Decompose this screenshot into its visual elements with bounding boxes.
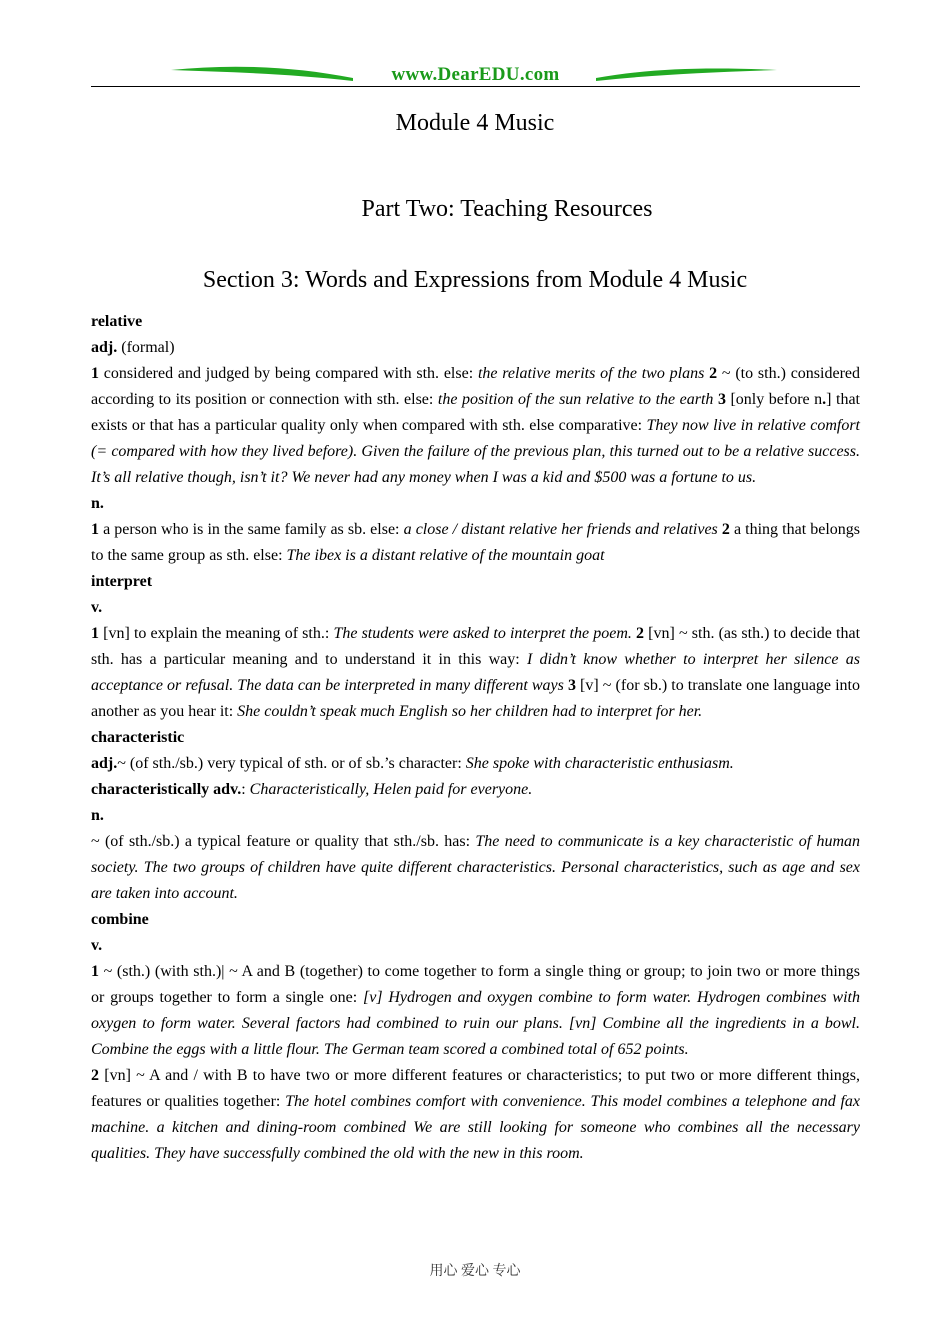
example-run: She couldn’t speak much English so her children had to interpret for her.	[237, 703, 703, 720]
entry-paragraph	[91, 959, 860, 1063]
part-title: Part Two: Teaching Resources	[361, 196, 653, 222]
bold-run: adj.	[91, 339, 118, 356]
bold-run: n.	[91, 495, 104, 512]
bold-run: interpret	[91, 573, 153, 590]
bold-run: 1	[91, 963, 99, 980]
text-run: [vn] ~ A and / with B to have two or more different features or characteristics; to put two or more different things, features or qualities together:	[91, 1067, 860, 1110]
text-run: :	[241, 781, 250, 798]
bold-run: 1	[91, 625, 99, 642]
text-run: [vn] to explain the meaning of sth.:	[99, 625, 334, 642]
example-run: They now live in relative comfort (= compared with how they lived before). Given the failure of the previous plan, this turned out to be a relative success. It’s all relative though, isn’t it? We never had any money when I was a kid and $500 was a fortune to us.	[91, 417, 860, 486]
bold-run: v.	[91, 937, 103, 954]
entry-paragraph	[91, 335, 860, 361]
bold-run: v.	[91, 599, 103, 616]
example-run: a close / distant relative her friends and relatives	[403, 521, 718, 538]
example-run: She spoke with characteristic enthusiasm.	[465, 755, 734, 772]
entry-paragraph	[91, 777, 860, 803]
bold-run: n.	[91, 807, 104, 824]
entry-paragraph	[91, 595, 860, 621]
example-run: the position of the sun relative to the earth	[437, 391, 714, 408]
entry-paragraph	[91, 829, 860, 907]
bold-run: 1	[91, 365, 99, 382]
text-run: ~ (of sth./sb.) very typical of sth. or of sb.’s character:	[117, 755, 466, 772]
text-run: a person who is in the same family as sb. else:	[99, 521, 404, 538]
example-run: The need to communicate is a key characteristic of human society. The two groups of children have quite different characteristics. Personal characteristics, such as age and sex are taken into account.	[91, 833, 861, 902]
page-footer: 用心 爱心 专心	[429, 1264, 521, 1279]
site-logo[interactable]: www.DearEDU.com	[391, 64, 560, 85]
bold-run: combine	[91, 911, 149, 928]
entry-paragraph	[91, 361, 860, 491]
bold-run: characteristically adv.	[91, 781, 242, 798]
bold-run: 2	[636, 625, 645, 642]
entry-paragraph	[91, 569, 860, 595]
example-run: [v] Hydrogen and oxygen combine to form water. Hydrogen combines with oxygen to form water. Several factors had combined to ruin our plans. [vn] Combine all the ingredients in a bowl. Combine the eggs with a little flour. The German team scored a combined total of 652 points.	[91, 989, 860, 1058]
text-run: ~ (of sth./sb.) a typical feature or quality that sth./sb. has:	[91, 833, 476, 850]
section-title: Section 3: Words and Expressions from Module 4 Music	[202, 267, 748, 293]
example-run: I didn’t know whether to interpret her silence as acceptance or refusal. The data can be interpreted in many different ways	[91, 651, 860, 694]
vocabulary-entries	[91, 309, 860, 1167]
bold-run: 2	[709, 365, 718, 382]
bold-run: 2	[721, 521, 730, 538]
text-run: considered and judged by being compared with sth. else:	[99, 365, 478, 382]
entry-paragraph	[91, 491, 860, 517]
entry-paragraph	[91, 933, 860, 959]
text-run: [v] ~ (for sb.) to translate one language into another as you hear it:	[91, 677, 861, 720]
text-run: ~ (to sth.) considered according to its position or connection with sth. else:	[91, 365, 861, 408]
entry-paragraph	[91, 907, 860, 933]
example-run: the relative merits of the two plans	[477, 365, 705, 382]
header-rule	[91, 86, 860, 87]
bold-run: 1	[91, 521, 99, 538]
text-run: [only before n	[725, 391, 823, 408]
entry-paragraph	[91, 309, 860, 335]
bold-run: 2	[91, 1067, 99, 1084]
bold-run: 3	[717, 391, 726, 408]
entry-paragraph	[91, 803, 860, 829]
module-title: Module 4 Music	[395, 110, 555, 136]
bold-run: adj.	[91, 755, 118, 772]
entry-paragraph	[91, 725, 860, 751]
example-run: The students were asked to interpret the poem.	[333, 625, 632, 642]
entry-paragraph	[91, 1063, 860, 1167]
example-run: The hotel combines comfort with convenience. This model combines a telephone and fax machine. a kitchen and dining-room combined We are still looking for someone who combines all the necessary qualities. They have successfully combined the old with the new in this room.	[91, 1093, 861, 1162]
example-run: Characteristically, Helen paid for everyone.	[249, 781, 533, 798]
page-header	[91, 62, 860, 90]
example-run: The ibex is a distant relative of the mountain goat	[286, 547, 605, 564]
text-run: ] that exists or that has a particular quality only when compared with sth. else comparative:	[91, 391, 860, 434]
bold-run: characteristic	[91, 729, 185, 746]
text-run: [vn] ~ sth. (as sth.) to decide that sth. has a particular meaning and to understand it in this way:	[91, 625, 861, 668]
entry-paragraph	[91, 751, 860, 777]
bold-run: 3	[567, 677, 576, 694]
bold-run: .	[822, 391, 827, 408]
entry-paragraph	[91, 621, 860, 725]
bold-run: relative	[91, 313, 143, 330]
text-run: ~ (sth.) (with sth.)| ~ A and B (together) to come together to form a single thing or group; to join two or more things or groups together to form a single one:	[91, 963, 860, 1006]
text-run: a thing that belongs to the same group as sth. else:	[91, 521, 861, 564]
text-run: (formal)	[117, 339, 175, 356]
entry-paragraph	[91, 517, 860, 569]
